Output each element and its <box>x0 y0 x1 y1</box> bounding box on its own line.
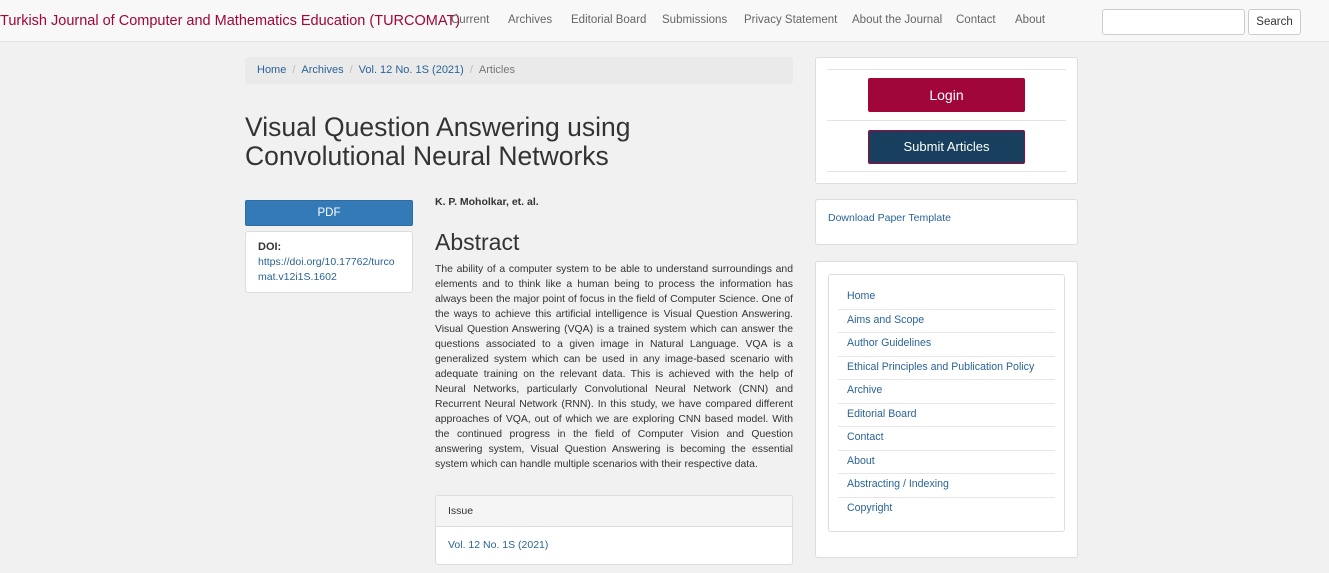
issue-panel <box>435 495 793 565</box>
article-authors: K. P. Moholkar, et. al. <box>435 196 539 208</box>
nav-contact[interactable]: Contact <box>956 14 996 26</box>
breadcrumb-separator: / <box>469 64 473 76</box>
sidebar-item-contact[interactable]: Contact <box>838 427 1055 451</box>
abstract-text: The ability of a computer system to be able to understand surroundings and elements and to think like a human being to process the information has always been the major point of focus in the field of Computer Science. One of the ways to achieve this artificial intelligence is Visual Question Answering. Visual Question Answering (VQA) is a trained system which can answer the questions associated to a given image in Natural Language. VQA is a generalized system which can be used in any image-based scenario with adequate training on the relevant data. This is achieved with the help of Neural Networks, particularly Convolutional Neural Network (CNN) and Recurrent Neural Network (RNN). In this study, we have compared different approaches of VQA, out of which we are exploring CNN based model. With the continued progress in the field of Computer Vision and Question answering system, Visual Question Answering is becoming the essential system which can handle multiple scenarios with their respective data. <box>435 264 793 470</box>
nav-about[interactable]: About <box>1015 14 1046 26</box>
breadcrumb-home[interactable]: Home <box>257 64 287 76</box>
doi-link[interactable]: https://doi.org/10.17762/turcomat.v12i1S.1602 <box>258 256 395 283</box>
doi-panel <box>245 231 413 293</box>
submit-articles-button[interactable]: Submit Articles <box>868 130 1025 164</box>
divider <box>827 171 1066 172</box>
breadcrumb-separator: / <box>349 64 353 76</box>
nav-submissions[interactable]: Submissions <box>662 14 728 26</box>
login-panel <box>815 57 1078 184</box>
pdf-download-button[interactable]: PDF <box>245 200 413 226</box>
sidebar-item-author-guidelines[interactable]: Author Guidelines <box>838 333 1055 357</box>
breadcrumb <box>245 57 793 84</box>
search-button[interactable]: Search <box>1248 9 1301 35</box>
top-navbar <box>0 0 1329 42</box>
article-title: Visual Question Answering using Convolutional Neural Networks <box>245 112 631 171</box>
issue-link[interactable]: Vol. 12 No. 1S (2021) <box>448 539 549 551</box>
nav-archives[interactable]: Archives <box>508 14 553 26</box>
sidebar-item-abstracting-indexing[interactable]: Abstracting / Indexing <box>838 474 1055 498</box>
nav-editorial-board[interactable]: Editorial Board <box>571 14 647 26</box>
sidebar-item-archive[interactable]: Archive <box>838 380 1055 404</box>
sidebar-item-editorial-board[interactable]: Editorial Board <box>838 404 1055 428</box>
search-input[interactable] <box>1102 9 1245 35</box>
sidebar-menu-panel <box>815 261 1078 558</box>
divider <box>827 120 1066 121</box>
nav-about-the-journal[interactable]: About the Journal <box>852 14 943 26</box>
issue-heading: Issue <box>436 496 792 527</box>
sidebar-item-ethical-principles[interactable]: Ethical Principles and Publication Policy <box>838 357 1055 381</box>
doi-label: DOI: <box>258 241 282 253</box>
breadcrumb-archives[interactable]: Archives <box>301 64 344 76</box>
download-template-link[interactable]: Download Paper Template <box>828 212 951 224</box>
sidebar-item-copyright[interactable]: Copyright <box>847 501 893 514</box>
divider <box>827 69 1066 70</box>
sidebar-menu <box>828 274 1065 532</box>
breadcrumb-issue[interactable]: Vol. 12 No. 1S (2021) <box>358 64 464 76</box>
breadcrumb-separator: / <box>292 64 296 76</box>
site-brand-link[interactable]: Turkish Journal of Computer and Mathematics Education (TURCOMAT) <box>0 13 461 29</box>
nav-current[interactable]: Current <box>451 14 490 26</box>
sidebar-item-aims-and-scope[interactable]: Aims and Scope <box>838 310 1055 334</box>
sidebar-item-about[interactable]: About <box>838 451 1055 475</box>
breadcrumb-current: Articles <box>478 64 515 76</box>
abstract-heading: Abstract <box>435 229 520 255</box>
nav-privacy-statement[interactable]: Privacy Statement <box>744 14 838 26</box>
sidebar-item-home[interactable]: Home <box>838 286 1055 310</box>
template-panel <box>815 199 1078 245</box>
login-button[interactable]: Login <box>868 78 1025 112</box>
